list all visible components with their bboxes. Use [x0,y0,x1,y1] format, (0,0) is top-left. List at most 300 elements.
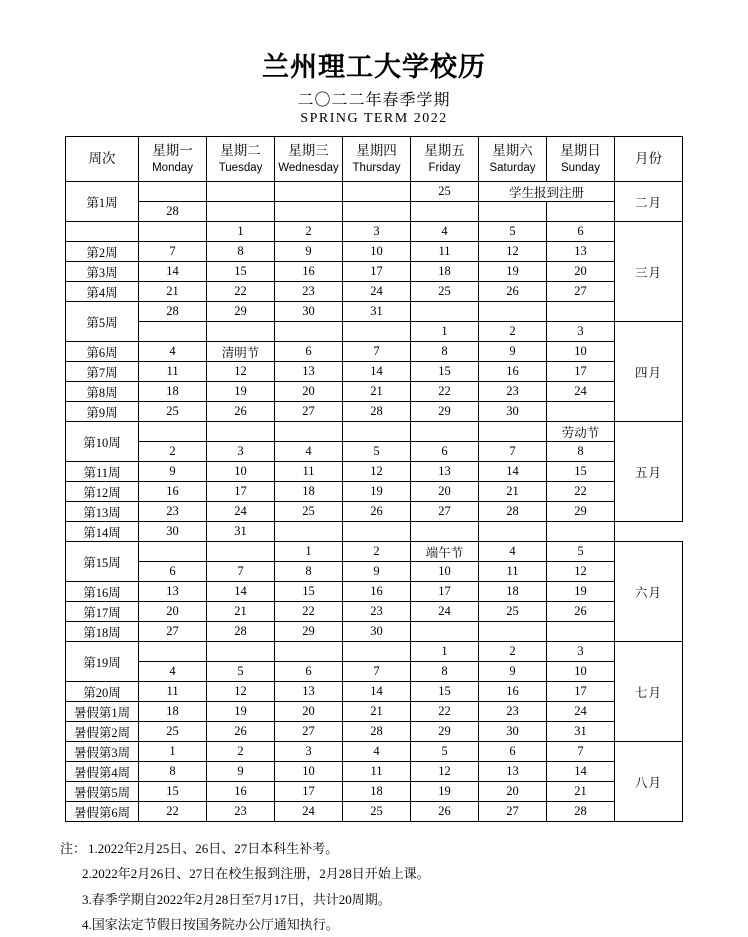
day-cell [411,522,479,542]
day-cell: 27 [275,402,343,422]
day-cell: 25 [343,802,411,822]
day-cell: 29 [411,402,479,422]
note-text: 2.2022年2月26日、27日在校生报到注册，2月28日开始上课。 [82,866,430,882]
week-label-cell: 第3周 [66,262,139,282]
table-row [66,762,683,782]
table-row [66,602,683,622]
month-label-cell: 八月 [614,742,682,822]
day-cell: 13 [411,462,479,482]
day-cell: 3 [343,222,411,242]
day-cell: 27 [478,802,546,822]
day-cell: 29 [411,722,479,742]
day-cell: 5 [411,742,479,762]
day-cell: 24 [546,382,614,402]
day-cell: 20 [478,782,546,802]
week-label-cell: 第12周 [66,482,139,502]
day-cell: 5 [546,542,614,562]
week-label-cell: 第20周 [66,682,139,702]
column-header-0 [66,137,139,182]
day-cell: 28 [343,722,411,742]
day-cell: 6 [546,222,614,242]
day-cell: 23 [478,382,546,402]
day-cell: 29 [207,302,275,322]
day-cell [411,302,479,322]
subtitle-chinese: 二〇二二年春季学期 [297,92,451,110]
table-row [66,702,683,722]
table-row [66,382,683,402]
day-cell [343,422,411,442]
day-cell [207,642,275,662]
day-cell: 27 [139,622,207,642]
day-cell [546,402,614,422]
day-cell: 19 [343,482,411,502]
day-cell: 7 [207,562,275,582]
day-cell [478,622,546,642]
day-cell: 2 [478,322,546,342]
day-cell [478,302,546,322]
table-row [66,582,683,602]
day-cell: 24 [207,502,275,522]
day-cell: 17 [546,682,614,702]
table-row [66,642,683,662]
table-header [66,137,683,182]
day-cell: 9 [275,242,343,262]
day-cell: 25 [139,722,207,742]
day-cell: 20 [275,702,343,722]
day-cell: 22 [207,282,275,302]
day-cell: 11 [139,362,207,382]
day-cell: 4 [139,662,207,682]
week-label-cell: 第2周 [66,242,139,262]
day-cell: 18 [343,782,411,802]
day-cell [478,522,546,542]
day-cell [207,542,275,562]
month-label-cell: 六月 [614,542,682,642]
week-label-cell: 第5周 [66,302,139,342]
table-row [66,802,683,822]
day-cell: 28 [207,622,275,642]
week-label-cell: 暑假第5周 [66,782,139,802]
day-cell [207,422,275,442]
table-row [66,342,683,362]
column-header-label-cn: 周次 [88,151,116,167]
day-cell: 清明节 [207,342,275,362]
table-row [66,662,683,682]
week-label-cell: 第4周 [66,282,139,302]
day-cell: 26 [207,402,275,422]
day-cell: 18 [275,482,343,502]
day-cell: 9 [207,762,275,782]
week-label-cell: 第6周 [66,342,139,362]
column-header-label-en: Sunday [560,162,600,175]
day-cell [343,182,411,202]
day-cell: 17 [343,262,411,282]
day-cell: 10 [275,762,343,782]
column-header-label-cn: 星期三 [288,142,329,158]
day-cell: 19 [207,382,275,402]
title-block [0,0,748,127]
day-cell [411,202,479,222]
week-label-cell: 第14周 [66,522,139,542]
table-row [66,682,683,702]
day-cell: 25 [411,182,479,202]
day-cell: 22 [546,482,614,502]
note-item [60,836,748,861]
day-cell: 11 [478,562,546,582]
day-cell: 10 [343,242,411,262]
day-cell: 劳动节 [546,422,614,442]
column-header-label-en: Tuesday [218,162,263,175]
day-cell [411,422,479,442]
day-cell: 1 [207,222,275,242]
column-header-label-en: Friday [428,162,461,175]
day-cell [207,322,275,342]
day-cell: 31 [207,522,275,542]
day-cell: 7 [139,242,207,262]
day-cell: 10 [546,662,614,682]
day-cell: 3 [275,742,343,762]
month-label-cell: 五月 [614,422,682,522]
day-cell: 9 [478,662,546,682]
day-cell [343,522,411,542]
table-row [66,502,683,522]
day-cell: 10 [546,342,614,362]
day-cell [275,642,343,662]
day-cell: 20 [546,262,614,282]
day-cell: 30 [478,402,546,422]
notes-label: 注： [60,841,87,857]
day-cell: 20 [139,602,207,622]
week-label-cell: 第1周 [66,182,139,222]
month-label-cell: 三月 [614,222,682,322]
day-cell: 28 [343,402,411,422]
day-cell: 13 [139,582,207,602]
day-cell: 1 [411,642,479,662]
week-label-cell: 暑假第3周 [66,742,139,762]
day-cell: 12 [207,682,275,702]
week-label-cell: 第8周 [66,382,139,402]
day-cell: 7 [546,742,614,762]
day-cell [343,642,411,662]
day-cell: 17 [207,482,275,502]
day-cell: 26 [343,502,411,522]
week-label-cell [66,222,139,242]
day-cell [207,182,275,202]
notes-section [0,836,748,937]
column-header-label-cn: 星期一 [152,142,193,158]
day-cell [546,522,614,542]
day-cell: 19 [546,582,614,602]
day-cell: 25 [275,502,343,522]
day-cell: 4 [411,222,479,242]
day-cell: 24 [275,802,343,822]
day-cell: 12 [478,242,546,262]
table-row [66,722,683,742]
day-cell: 15 [275,582,343,602]
day-cell: 22 [275,602,343,622]
week-label-cell: 第7周 [66,362,139,382]
day-cell: 15 [207,262,275,282]
day-cell [546,202,614,222]
note-text: 3.春季学期自2022年2月28日至7月17日，共计20周期。 [82,891,391,907]
column-header-label-en: Thursday [352,162,401,175]
day-cell: 18 [411,262,479,282]
day-cell: 14 [207,582,275,602]
day-cell [546,302,614,322]
column-header-label-cn: 星期四 [356,142,397,158]
day-cell: 2 [139,442,207,462]
day-cell: 28 [139,302,207,322]
day-cell: 1 [411,322,479,342]
day-cell: 1 [139,742,207,762]
column-header-7 [546,137,614,182]
day-cell: 15 [411,682,479,702]
week-label-cell: 暑假第4周 [66,762,139,782]
day-cell: 6 [139,562,207,582]
day-cell: 8 [411,342,479,362]
day-cell: 23 [478,702,546,722]
day-cell: 23 [275,282,343,302]
day-cell [275,182,343,202]
day-cell: 21 [546,782,614,802]
day-cell [411,622,479,642]
day-cell: 5 [207,662,275,682]
day-cell [275,202,343,222]
table-row [66,542,683,562]
day-cell: 19 [207,702,275,722]
day-cell: 30 [275,302,343,322]
day-cell: 22 [411,382,479,402]
academic-calendar-table [65,136,683,822]
week-label-cell: 第16周 [66,582,139,602]
note-text: 1.2022年2月25日、26日、27日本科生补考。 [88,841,339,857]
day-cell: 24 [546,702,614,722]
day-note-cell: 学生报到注册 [478,182,614,202]
day-cell [139,322,207,342]
day-cell: 28 [478,502,546,522]
day-cell [275,422,343,442]
page-title: 兰州理工大学校历 [262,52,486,82]
column-header-label-cn: 星期二 [220,142,261,158]
day-cell [139,542,207,562]
day-cell: 2 [207,742,275,762]
day-cell [275,522,343,542]
day-cell: 11 [275,462,343,482]
day-cell [139,642,207,662]
header-row [66,137,683,182]
day-cell [207,202,275,222]
day-cell: 18 [139,382,207,402]
day-cell: 15 [411,362,479,382]
week-label-cell: 第15周 [66,542,139,582]
day-cell: 27 [411,502,479,522]
week-label-cell: 暑假第6周 [66,802,139,822]
week-label-cell: 暑假第1周 [66,702,139,722]
column-header-label-en: Saturday [489,162,536,175]
day-cell: 2 [478,642,546,662]
day-cell: 26 [478,282,546,302]
table-row [66,442,683,462]
table-row [66,422,683,442]
day-cell: 4 [478,542,546,562]
day-cell: 14 [546,762,614,782]
day-cell: 8 [546,442,614,462]
table-body [66,182,683,822]
day-cell: 11 [139,682,207,702]
day-cell: 13 [478,762,546,782]
column-header-label-cn: 星期五 [424,142,465,158]
week-label-cell: 第17周 [66,602,139,622]
note-item [60,912,748,937]
day-cell: 19 [411,782,479,802]
day-cell: 30 [478,722,546,742]
day-cell: 12 [411,762,479,782]
column-header-label-cn: 星期六 [492,142,533,158]
day-cell: 13 [275,362,343,382]
day-cell [139,222,207,242]
day-cell: 10 [207,462,275,482]
table-row [66,282,683,302]
week-label-cell: 暑假第2周 [66,722,139,742]
day-cell: 14 [343,682,411,702]
week-label-cell: 第18周 [66,622,139,642]
table-row [66,782,683,802]
day-cell: 14 [478,462,546,482]
day-cell [139,182,207,202]
table-row [66,462,683,482]
day-cell: 26 [546,602,614,622]
table-row [66,562,683,582]
week-label-cell: 第19周 [66,642,139,682]
day-cell: 2 [343,542,411,562]
day-cell: 12 [546,562,614,582]
day-cell: 3 [207,442,275,462]
week-label-cell: 第11周 [66,462,139,482]
week-label-cell: 第13周 [66,502,139,522]
day-cell: 25 [478,602,546,622]
column-header-8 [614,137,682,182]
day-cell: 7 [343,662,411,682]
table-row [66,402,683,422]
day-cell: 8 [275,562,343,582]
day-cell: 4 [139,342,207,362]
day-cell: 12 [343,462,411,482]
day-cell: 6 [411,442,479,462]
day-cell: 8 [139,762,207,782]
day-cell: 5 [478,222,546,242]
day-cell: 17 [411,582,479,602]
day-cell: 13 [275,682,343,702]
week-label-cell: 第9周 [66,402,139,422]
day-cell: 16 [139,482,207,502]
day-cell: 26 [411,802,479,822]
table-row [66,522,683,542]
column-header-1 [139,137,207,182]
day-cell: 4 [343,742,411,762]
day-cell [275,322,343,342]
table-row [66,302,683,322]
day-cell: 27 [546,282,614,302]
day-cell: 11 [411,242,479,262]
table-row [66,182,683,202]
table-row [66,622,683,642]
column-header-2 [207,137,275,182]
day-cell: 23 [207,802,275,822]
day-cell: 18 [478,582,546,602]
day-cell: 端午节 [411,542,479,562]
day-cell: 7 [478,442,546,462]
day-cell: 14 [139,262,207,282]
day-cell: 16 [343,582,411,602]
day-cell: 31 [343,302,411,322]
table-row [66,222,683,242]
day-cell: 7 [343,342,411,362]
day-cell: 25 [139,402,207,422]
table-row [66,482,683,502]
day-cell: 15 [546,462,614,482]
table-row [66,742,683,762]
day-cell: 24 [343,282,411,302]
day-cell: 26 [207,722,275,742]
day-cell: 19 [478,262,546,282]
subtitle-english: SPRING TERM 2022 [300,111,448,127]
note-text: 4.国家法定节假日按国务院办公厅通知执行。 [82,917,339,933]
day-cell: 30 [139,522,207,542]
day-cell: 13 [546,242,614,262]
day-cell: 6 [478,742,546,762]
day-cell: 23 [139,502,207,522]
table-row [66,262,683,282]
day-cell: 16 [478,682,546,702]
day-cell: 21 [343,702,411,722]
day-cell [343,202,411,222]
day-cell: 22 [411,702,479,722]
day-cell: 6 [275,662,343,682]
day-cell [478,202,546,222]
column-header-label-cn: 星期日 [560,142,601,158]
day-cell: 29 [275,622,343,642]
column-header-label-cn: 月份 [634,151,662,167]
column-header-6 [478,137,546,182]
day-cell: 29 [546,502,614,522]
column-header-label-en: Monday [152,162,194,175]
day-cell: 9 [343,562,411,582]
day-cell: 4 [275,442,343,462]
month-label-cell: 七月 [614,642,682,742]
day-cell [546,622,614,642]
day-cell: 28 [139,202,207,222]
day-cell: 8 [411,662,479,682]
day-cell: 1 [275,542,343,562]
month-label-cell: 四月 [614,322,682,422]
table-row [66,242,683,262]
column-header-label-en: Wednesday [278,162,339,175]
day-cell: 3 [546,322,614,342]
column-header-3 [275,137,343,182]
note-item [60,887,748,912]
day-cell: 2 [275,222,343,242]
day-cell: 14 [343,362,411,382]
day-cell: 24 [411,602,479,622]
day-cell: 23 [343,602,411,622]
day-cell: 9 [478,342,546,362]
day-cell: 25 [411,282,479,302]
day-cell: 11 [343,762,411,782]
day-cell: 27 [275,722,343,742]
day-cell: 15 [139,782,207,802]
day-cell: 20 [275,382,343,402]
day-cell: 8 [207,242,275,262]
